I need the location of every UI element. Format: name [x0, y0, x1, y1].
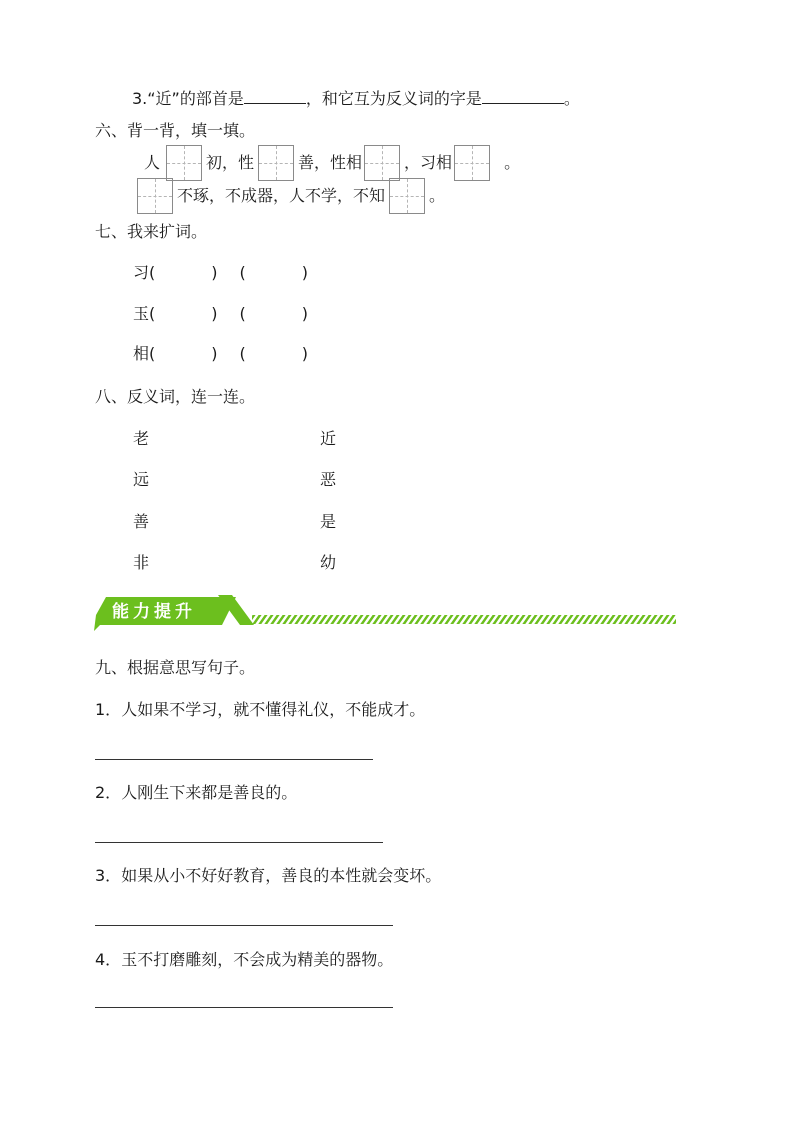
q9-heading: 九、根据意思写句子。 [95, 658, 256, 677]
open-paren: ( [239, 344, 246, 363]
q9-item-4 [95, 950, 393, 970]
tian-grid-box-6[interactable] [389, 178, 425, 214]
q9-item-4-number: 4． [95, 950, 122, 969]
q9-item-3 [95, 866, 441, 886]
q6-line-1-text-c: 善，性相 [298, 153, 363, 172]
right-word-1[interactable]: 近 [320, 429, 337, 448]
q6-heading: 六、背一背，填一填。 [95, 121, 256, 140]
open-paren: ( [149, 344, 156, 363]
q9-item-3-number: 3． [95, 866, 122, 885]
q9-item-1 [95, 700, 425, 720]
q7-item-3 [133, 344, 308, 364]
open-paren: ( [239, 263, 246, 282]
q6-line-1-text-b: 初，性 [206, 153, 255, 172]
q6-line-1-text-a: 人 [144, 153, 161, 172]
tian-grid-box-2[interactable] [258, 145, 294, 181]
q6-line-1 [144, 145, 520, 181]
q6-line-1-text-d: ，习相 [404, 153, 453, 172]
q9-answer-line-1[interactable] [95, 759, 373, 760]
q9-item-2-text: 人刚生下来都是善良的。 [121, 783, 298, 802]
right-word-2[interactable]: 恶 [320, 470, 337, 489]
open-paren: ( [149, 304, 156, 323]
q9-item-1-text: 人如果不学习，就不懂得礼仪，不能成才。 [121, 700, 426, 719]
tian-grid-box-3[interactable] [364, 145, 400, 181]
close-paren: ) [301, 304, 309, 323]
q6-line-2-text-a: 不琢，不成器，人不学，不知 [177, 186, 386, 205]
q7-char: 相 [133, 344, 150, 363]
right-word-3[interactable]: 是 [320, 512, 337, 531]
q7-heading: 七、我来扩词。 [95, 222, 208, 241]
q5-item-3-prefix: 3.“近”的部首是 [132, 89, 244, 108]
q9-item-2 [95, 783, 297, 803]
left-word-4[interactable]: 非 [133, 553, 150, 572]
q9-item-3-text: 如果从小不好好教育，善良的本性就会变坏。 [121, 866, 442, 885]
left-word-1[interactable]: 老 [133, 429, 150, 448]
q7-char: 玉 [133, 304, 150, 323]
q7-item-2 [133, 304, 308, 324]
q9-item-2-number: 2． [95, 783, 122, 802]
radical-answer-blank[interactable] [244, 87, 306, 104]
q6-line-1-text-e: 。 [504, 153, 521, 172]
q9-item-1-number: 1． [95, 700, 122, 719]
q9-item-4-text: 玉不打磨雕刻，不会成为精美的器物。 [121, 950, 394, 969]
tian-grid-box-5[interactable] [137, 178, 173, 214]
right-word-4[interactable]: 幼 [320, 553, 337, 572]
q9-answer-line-4[interactable] [95, 1007, 393, 1008]
close-paren: ) [211, 304, 218, 323]
close-paren: ) [211, 263, 218, 282]
tian-grid-box-4[interactable] [454, 145, 490, 181]
q7-item-1 [133, 263, 308, 283]
q5-item-3-end: 。 [563, 89, 580, 108]
q8-heading: 八、反义词，连一连。 [95, 387, 256, 406]
open-paren: ( [149, 263, 156, 282]
antonym-answer-blank[interactable] [482, 87, 564, 104]
open-paren: ( [239, 304, 246, 323]
q9-answer-line-2[interactable] [95, 842, 383, 843]
close-paren: ) [211, 344, 218, 363]
section-title: 能力提升 [112, 602, 196, 622]
q6-line-2 [137, 178, 445, 214]
q6-line-2-text-b: 。 [429, 186, 446, 205]
close-paren: ) [301, 344, 309, 363]
tian-grid-box-1[interactable] [166, 145, 202, 181]
q5-item-3-middle: ，和它互为反义词的字是 [305, 89, 482, 108]
q9-answer-line-3[interactable] [95, 925, 393, 926]
q7-char: 习 [133, 263, 150, 282]
banner-hatch-strip [252, 615, 676, 624]
left-word-3[interactable]: 善 [133, 512, 150, 531]
left-word-2[interactable]: 远 [133, 470, 150, 489]
close-paren: ) [301, 263, 309, 282]
q5-item-3 [132, 87, 580, 109]
